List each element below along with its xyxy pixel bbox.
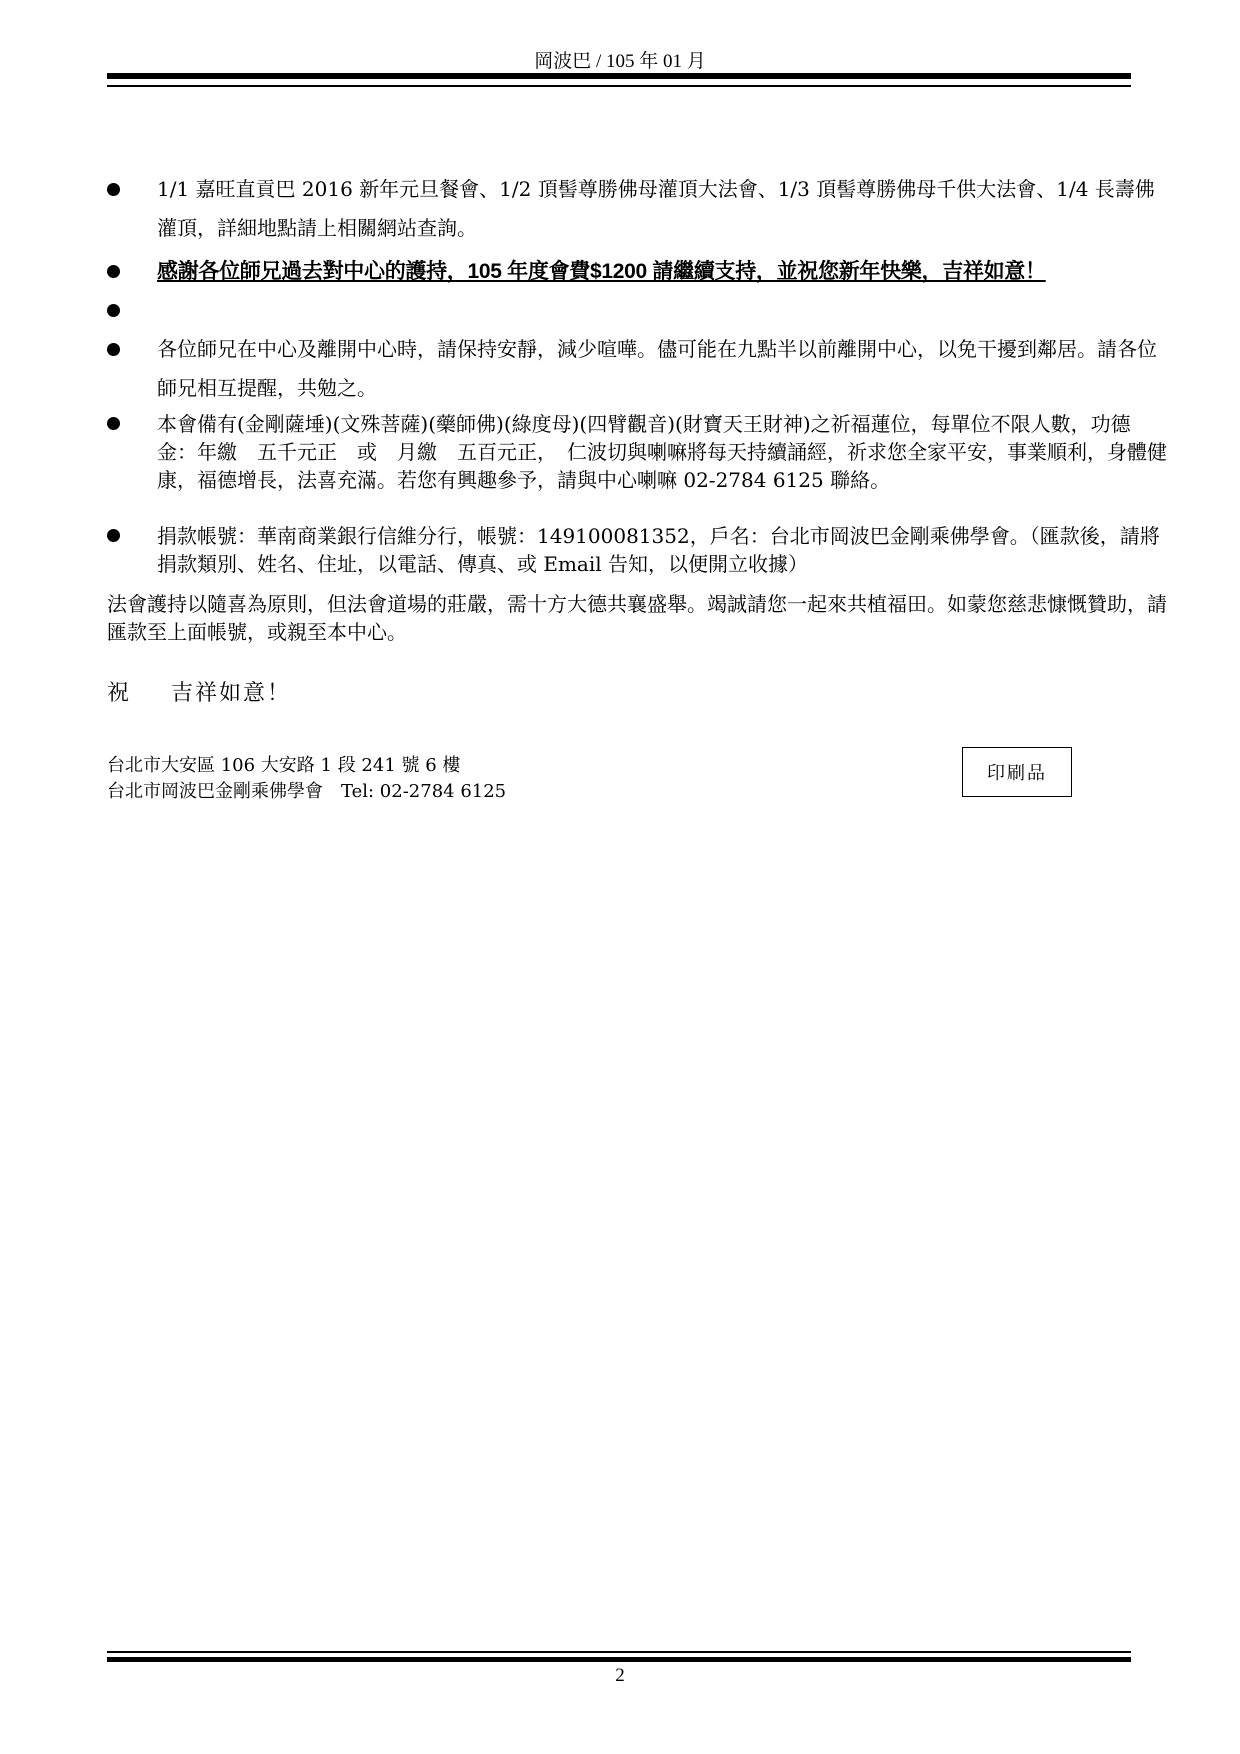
bullet-dot-icon <box>107 183 120 196</box>
bullet-dot-icon <box>107 417 120 430</box>
bullet-list <box>107 170 1167 578</box>
bullet-text: 各位師兄在中心及離開中心時，請保持安靜，減少喧嘩。儘可能在九點半以前離開中心，以免干擾到鄰居。請各位師兄相互提醒，共勉之。 <box>157 337 1157 400</box>
footer-thick-rule <box>107 1657 1131 1662</box>
page-number: 2 <box>615 1665 625 1686</box>
bullet-text-emphasis: 感謝各位師兄過去對中心的護持，105 年度會費$1200 請繼續支持，並祝您新年快樂，吉祥如意！ <box>157 260 1046 283</box>
bullet-item-blessing-lotus <box>107 410 1167 494</box>
header-thick-rule <box>107 73 1131 79</box>
printed-matter-label: 印刷品 <box>962 747 1072 797</box>
bullet-dot-icon <box>107 529 120 542</box>
bullet-text: 捐款帳號：華南商業銀行信維分行，帳號：149100081352，戶名：台北市岡波巴金剛乘佛學會。（匯款後，請將捐款類別、姓名、住址，以電話、傳真、或 Email 告知，以便開立收據） <box>157 524 1160 576</box>
bullet-dot-icon <box>107 304 120 317</box>
bullet-item-events <box>107 170 1167 248</box>
wish-prefix: 祝 <box>107 681 132 706</box>
bullet-text: 本會備有(金剛薩埵)(文殊菩薩)(藥師佛)(綠度母)(四臂觀音)(財寶天王財神)之祈福蓮位，每單位不限人數，功德金：年繳 五千元正 或 月繳 五百元正， 仁波切與喇嘛將每天持續誦經，祈求您全家平安，事業順利，身體健康，福德增長，法喜充滿。若您有興趣參予，請與中心喇嘛 02-2784 6125 聯絡。 <box>157 412 1167 492</box>
bullet-item-membership <box>107 252 1167 291</box>
page-header-title: 岡波巴 / 105 年 01 月 <box>534 51 706 72</box>
bullet-item-quiet-notice <box>107 330 1167 408</box>
address-line-2: 台北市岡波巴金剛乘佛學會 Tel: 02-2784 6125 <box>107 781 507 802</box>
wish-line <box>107 676 291 707</box>
header-thin-rule <box>107 85 1131 87</box>
bullet-text: 1/1 嘉旺直貢巴 2016 新年元旦餐會、1/2 頂髻尊勝佛母灌頂大法會、1/3 頂髻尊勝佛母千供大法會、1/4 長壽佛灌頂，詳細地點請上相關網站查詢。 <box>157 177 1155 240</box>
wish-text: 吉祥如意！ <box>171 681 292 706</box>
closing-paragraph: 法會護持以隨喜為原則，但法會道場的莊嚴，需十方大德共襄盛舉。竭誠請您一起來共植福田。如蒙您慈悲慷慨贊助，請匯款至上面帳號，或親至本中心。 <box>107 592 1167 644</box>
bullet-dot-icon <box>107 343 120 356</box>
bullet-item-donation-account <box>107 522 1167 578</box>
address-line-1: 台北市大安區 106 大安路 1 段 241 號 6 樓 <box>107 755 461 776</box>
footer-thin-rule <box>107 1651 1131 1653</box>
bullet-item-empty <box>107 291 1167 330</box>
address-block <box>107 753 506 805</box>
bullet-dot-icon <box>107 265 120 278</box>
